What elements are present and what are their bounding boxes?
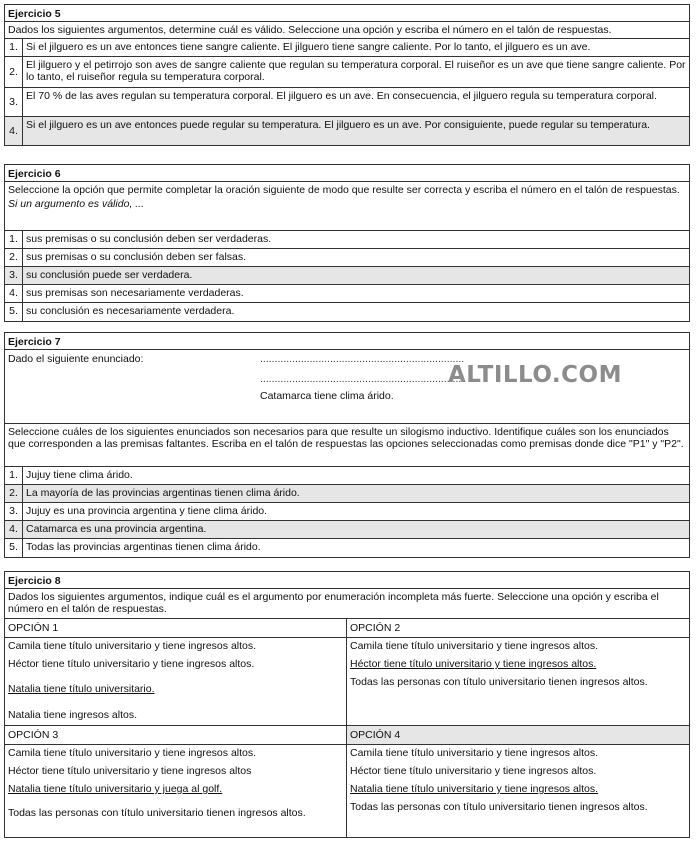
option-text: sus premisas o su conclusión deben ser falsas. (26, 251, 247, 263)
option-text: sus premisas o su conclusión deben ser verdaderas. (26, 233, 272, 245)
premise-line: Camila tiene título universitario y tiene ingresos altos. (8, 747, 257, 759)
option-text: su conclusión puede ser verdadera. (26, 269, 193, 281)
instructions-block (5, 182, 689, 231)
exercise-title: Ejercicio 7 (5, 333, 689, 350)
option-1[interactable] (5, 39, 689, 57)
option-text: Catamarca es una provincia argentina. (26, 523, 207, 535)
option-4[interactable] (5, 285, 689, 303)
option-3[interactable] (5, 503, 689, 521)
option-number: 4. (5, 117, 23, 145)
option-number: 3. (5, 503, 23, 520)
premise-line: Camila tiene título universitario y tiene ingresos altos. (8, 640, 257, 652)
option-text: Jujuy tiene clima árido. (26, 469, 133, 481)
option-2-card[interactable] (347, 619, 689, 725)
exercise-8 (4, 571, 690, 838)
conclusion-line: Todas las personas con título universitario tienen ingresos altos. (8, 807, 306, 819)
option-label: OPCIÓN 3 (5, 726, 346, 745)
premise-line: Natalia tiene título universitario y juega al golf. (8, 783, 223, 795)
option-text: sus premisas son necesariamente verdaderas. (26, 287, 244, 299)
option-1[interactable] (5, 467, 689, 485)
option-number: 4. (5, 521, 23, 538)
options-row-2 (5, 726, 689, 837)
watermark: ALTILLO.COM (448, 362, 622, 388)
option-2[interactable] (5, 485, 689, 503)
premise-line: Héctor tiene título universitario y tiene ingresos altos (8, 765, 252, 777)
option-1-card[interactable] (5, 619, 347, 725)
option-text: El 70 % de las aves regulan su temperatura corporal. El jilguero es un ave. En consecuencia, el jilguero regula su temperatura corporal. (26, 90, 657, 102)
premise-line: Héctor tiene título universitario y tiene ingresos altos. (350, 765, 597, 777)
option-number: 2. (5, 485, 23, 502)
premise-line: Camila tiene título universitario y tiene ingresos altos. (350, 640, 599, 652)
instructions: Dados los siguientes argumentos, determine cuál es válido. Seleccione una opción y escriba el número en el talón de respuestas. (5, 22, 689, 39)
option-label: OPCIÓN 1 (5, 619, 346, 638)
premise-blank-2: ...................................................................... (260, 373, 465, 385)
option-number: 1. (5, 231, 23, 248)
conclusion-line: Natalia tiene ingresos altos. (8, 709, 137, 721)
option-number: 1. (5, 467, 23, 484)
instructions: Seleccione cuáles de los siguientes enunciados son necesarios para que resulte un silogismo inductivo. Identifique cuáles son los enunciados que corresponden a las premisas faltantes. Escriba en el talón de respuestas las opciones seleccionadas como premisas donde dice "P1" y "P2". (5, 424, 689, 467)
premise-line: Natalia tiene título universitario y tiene ingresos altos. (350, 783, 599, 795)
option-3[interactable] (5, 267, 689, 285)
exercise-title: Ejercicio 6 (5, 165, 689, 182)
option-number: 2. (5, 57, 23, 87)
conclusion: Catamarca tiene clima árido. (260, 390, 394, 402)
option-text: El jilguero y el petirrojo son aves de sangre caliente que regulan su temperatura corporal. El ruiseñor es un ave que tiene sangre caliente. Por lo tanto, el ruiseñor regula su temperatura corporal. (26, 59, 686, 83)
option-4[interactable] (5, 117, 689, 145)
option-text: Todas las provincias argentinas tienen clima árido. (26, 541, 261, 553)
exercise-6 (4, 164, 690, 322)
option-1[interactable] (5, 231, 689, 249)
premise-line: Camila tiene título universitario y tiene ingresos altos. (350, 747, 599, 759)
option-2[interactable] (5, 249, 689, 267)
exercise-title: Ejercicio 5 (5, 5, 689, 22)
option-5[interactable] (5, 539, 689, 557)
premise-blank-1: ...................................................................... (260, 353, 465, 365)
option-text: su conclusión es necesariamente verdadera. (26, 305, 235, 317)
premise-line: Héctor tiene título universitario y tiene ingresos altos. (8, 658, 255, 670)
option-3-card[interactable] (5, 726, 347, 837)
premise-line: Héctor tiene título universitario y tiene ingresos altos. (350, 658, 597, 670)
option-number: 3. (5, 88, 23, 116)
option-number: 1. (5, 39, 23, 56)
option-2[interactable] (5, 57, 689, 88)
exercise-title: Ejercicio 8 (5, 572, 689, 589)
option-number: 2. (5, 249, 23, 266)
exercise-5 (4, 4, 690, 146)
conclusion-line: Todas las personas con título universitario tienen ingresos altos. (350, 676, 648, 688)
option-3[interactable] (5, 88, 689, 117)
premise-line: Natalia tiene título universitario. (8, 683, 155, 695)
instructions: Seleccione la opción que permite completar la oración siguiente de modo que resulte ser correcta y escriba el número en el talón de respuestas. (8, 184, 680, 196)
option-number: 5. (5, 539, 23, 557)
option-text: Si el jilguero es un ave entonces puede regular su temperatura. El jilguero es un ave. Por consiguiente, puede regular su temperatura. (26, 119, 650, 131)
option-text: La mayoría de las provincias argentinas tienen clima árido. (26, 487, 300, 499)
option-number: 5. (5, 303, 23, 321)
option-text: Si el jilguero es un ave entonces tiene sangre caliente. El jilguero tiene sangre caliente. Por lo tanto, el jilguero es un ave. (26, 41, 591, 53)
option-text: Jujuy es una provincia argentina y tiene clima árido. (26, 505, 268, 517)
option-number: 4. (5, 285, 23, 302)
options-row-1 (5, 619, 689, 726)
option-4[interactable] (5, 521, 689, 539)
option-label: OPCIÓN 4 (347, 726, 689, 745)
option-5[interactable] (5, 303, 689, 321)
conclusion-line: Todas las personas con título universitario tienen ingresos altos. (350, 801, 648, 813)
option-number: 3. (5, 267, 23, 284)
instructions: Dados los siguientes argumentos, indique cuál es el argumento por enumeración incompleta más fuerte. Seleccione una opción y escriba el número en el talón de respuestas. (5, 589, 689, 619)
option-label: OPCIÓN 2 (347, 619, 689, 638)
sentence-prompt: Si un argumento es válido, ... (8, 198, 144, 210)
given-label: Dado el siguiente enunciado: (8, 353, 144, 365)
option-4-card[interactable] (347, 726, 689, 837)
